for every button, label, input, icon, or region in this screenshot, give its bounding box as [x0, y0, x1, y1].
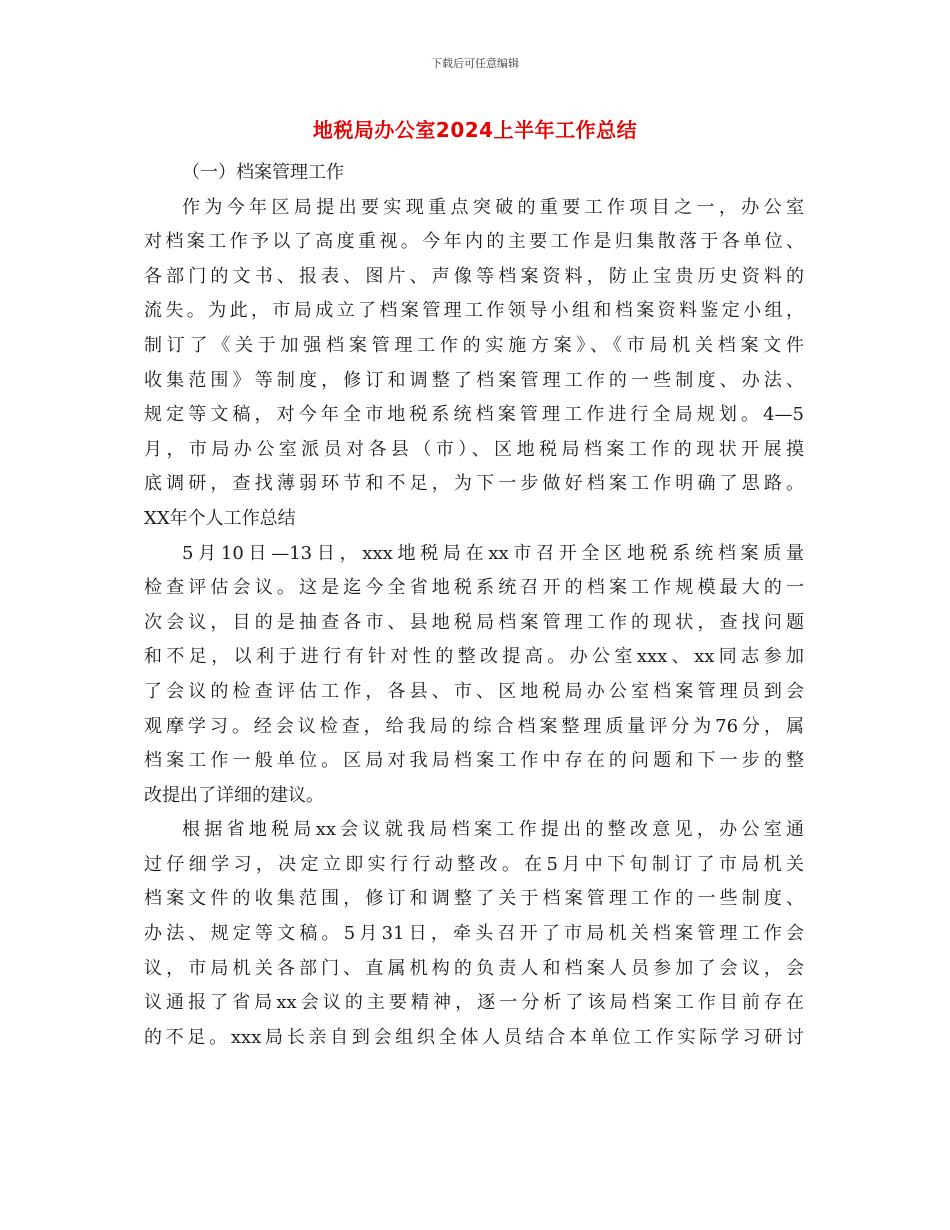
- text-line: 制订了《关于加强档案管理工作的实施方案》、《市局机关档案文件: [144, 334, 804, 356]
- text-line: 流失。为此，市局成立了档案管理工作领导小组和档案资料鉴定小组，: [144, 300, 804, 322]
- text-line: 检查评估会议。这是迄今全省地税系统召开的档案工作规模最大的一: [144, 577, 804, 599]
- text-line: 办法、规定等文稿。5月31日，牵头召开了市局机关档案管理工作会: [144, 923, 804, 945]
- text-line: 各部门的文书、报表、图片、声像等档案资料，防止宝贵历史资料的: [144, 265, 804, 287]
- text-line: 月，市局办公室派员对各县（市）、区地税局档案工作的现状开展摸: [144, 438, 804, 460]
- text-line: 议通报了省局xx会议的主要精神，逐一分析了该局档案工作目前存在: [144, 992, 804, 1014]
- document-title: 地税局办公室2024上半年工作总结: [312, 118, 638, 142]
- text-line: 改提出了详细的建议。: [144, 784, 324, 806]
- document-body: [144, 156, 804, 1055]
- text-line: 对档案工作予以了高度重视。今年内的主要工作是归集散落于各单位、: [144, 231, 804, 253]
- text-line: 和不足，以利于进行有针对性的整改提高。办公室xxx、xx同志参加: [144, 646, 804, 668]
- text-line: 档案工作一般单位。区局对我局档案工作中存在的问题和下一步的整: [144, 750, 804, 772]
- text-line: 底调研，查找薄弱环节和不足，为下一步做好档案工作明确了思路。: [144, 473, 804, 495]
- text-line: 档案文件的收集范围，修订和调整了关于档案管理工作的一些制度、: [144, 888, 804, 910]
- text-line: 观摩学习。经会议检查，给我局的综合档案整理质量评分为76分，属: [144, 715, 804, 737]
- text-line: 5月10日—13日，xxx地税局在xx市召开全区地税系统档案质量: [182, 542, 804, 564]
- header-note: 下载后可任意编辑: [431, 57, 519, 70]
- text-line: 了会议的检查评估工作，各县、市、区地税局办公室档案管理员到会: [144, 680, 804, 702]
- text-line: 根据省地税局xx会议就我局档案工作提出的整改意见，办公室通: [182, 819, 804, 841]
- text-line: 规定等文稿，对今年全市地税系统档案管理工作进行全局规划。4—5: [144, 404, 804, 426]
- text-line: 作为今年区局提出要实现重点突破的重要工作项目之一，办公室: [182, 196, 804, 218]
- text-line: 收集范围》等制度，修订和调整了档案管理工作的一些制度、办法、: [144, 369, 804, 391]
- text-line: XX年个人工作总结: [144, 507, 296, 529]
- text-line: （一）档案管理工作: [182, 162, 344, 183]
- text-line: 议，市局机关各部门、直属机构的负责人和档案人员参加了会议，会: [144, 957, 804, 979]
- text-line: 次会议，目的是抽查各市、县地税局档案管理工作的现状，查找问题: [144, 611, 804, 633]
- text-line: 过仔细学习，决定立即实行行动整改。在5月中下旬制订了市局机关: [144, 853, 804, 875]
- text-line: 的不足。xxx局长亲自到会组织全体人员结合本单位工作实际学习研讨: [144, 1026, 804, 1048]
